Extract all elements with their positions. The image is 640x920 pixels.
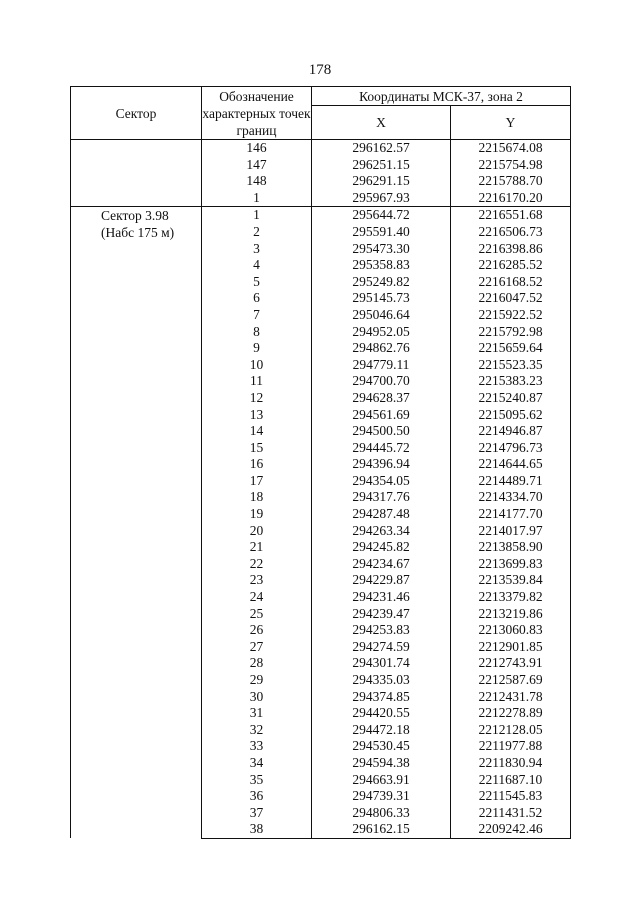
x-cell: 295967.93 [312,190,451,207]
point-cell: 34 [202,755,312,772]
point-cell: 28 [202,655,312,672]
y-cell: 2214946.87 [451,423,571,440]
x-cell: 294739.31 [312,788,451,805]
table-header [71,87,571,140]
y-cell: 2213858.90 [451,539,571,556]
header-y: Y [451,106,571,140]
x-cell: 294253.83 [312,622,451,639]
point-cell: 31 [202,705,312,722]
y-cell: 2211830.94 [451,755,571,772]
x-cell: 294628.37 [312,390,451,407]
point-cell: 25 [202,606,312,623]
x-cell: 294663.91 [312,772,451,789]
point-cell: 32 [202,722,312,739]
y-cell: 2216285.52 [451,257,571,274]
y-cell: 2212431.78 [451,689,571,706]
x-cell: 294862.76 [312,340,451,357]
sector-cell [71,207,202,839]
point-cell: 24 [202,589,312,606]
coordinates-table [70,86,571,839]
point-cell: 11 [202,373,312,390]
point-cell: 1 [202,190,312,207]
x-cell: 296251.15 [312,157,451,174]
x-cell: 294263.34 [312,523,451,540]
sector-cell [71,140,202,207]
table-row [71,140,571,157]
y-cell: 2213219.86 [451,606,571,623]
x-cell: 294420.55 [312,705,451,722]
point-cell: 13 [202,407,312,424]
header-sector: Сектор [71,87,202,140]
x-cell: 295473.30 [312,241,451,258]
point-cell: 146 [202,140,312,157]
y-cell: 2214017.97 [451,523,571,540]
x-cell: 294561.69 [312,407,451,424]
x-cell: 295591.40 [312,224,451,241]
point-cell: 19 [202,506,312,523]
point-cell: 35 [202,772,312,789]
x-cell: 294274.59 [312,639,451,656]
y-cell: 2212901.85 [451,639,571,656]
point-cell: 27 [202,639,312,656]
point-cell: 18 [202,489,312,506]
point-cell: 20 [202,523,312,540]
point-cell: 16 [202,456,312,473]
sector-label: Сектор 3.98 [101,208,169,224]
x-cell: 294234.67 [312,556,451,573]
y-cell: 2215383.23 [451,373,571,390]
point-cell: 2 [202,224,312,241]
header-point: Обозначение характерных точек границ [202,88,311,138]
x-cell: 294354.05 [312,473,451,490]
y-cell: 2216047.52 [451,290,571,307]
x-cell: 294806.33 [312,805,451,822]
point-cell: 3 [202,241,312,258]
y-cell: 2215788.70 [451,173,571,190]
y-cell: 2216170.20 [451,190,571,207]
x-cell: 294245.82 [312,539,451,556]
x-cell: 295644.72 [312,207,451,224]
y-cell: 2213379.82 [451,589,571,606]
y-cell: 2215674.08 [451,140,571,157]
table-body [71,140,571,839]
point-cell: 37 [202,805,312,822]
y-cell: 2212587.69 [451,672,571,689]
x-cell: 295249.82 [312,274,451,291]
point-cell: 4 [202,257,312,274]
page-number: 178 [308,62,332,78]
x-cell: 294594.38 [312,755,451,772]
y-cell: 2211431.52 [451,805,571,822]
point-cell: 12 [202,390,312,407]
point-cell: 26 [202,622,312,639]
point-cell: 1 [202,207,312,224]
y-cell: 2216551.68 [451,207,571,224]
point-cell: 38 [202,821,312,838]
x-cell: 294231.46 [312,589,451,606]
x-cell: 294335.03 [312,672,451,689]
header-coordinates: Координаты МСК-37, зона 2 [312,87,571,106]
y-cell: 2215754.98 [451,157,571,174]
point-cell: 15 [202,440,312,457]
x-cell: 294530.45 [312,738,451,755]
point-cell: 5 [202,274,312,291]
y-cell: 2215659.64 [451,340,571,357]
x-cell: 294229.87 [312,572,451,589]
point-cell: 23 [202,572,312,589]
y-cell: 2213699.83 [451,556,571,573]
y-cell: 2216506.73 [451,224,571,241]
x-cell: 294374.85 [312,689,451,706]
y-cell: 2214644.65 [451,456,571,473]
y-cell: 2213539.84 [451,572,571,589]
y-cell: 2215240.87 [451,390,571,407]
x-cell: 294700.70 [312,373,451,390]
y-cell: 2211977.88 [451,738,571,755]
x-cell: 294301.74 [312,655,451,672]
y-cell: 2211687.10 [451,772,571,789]
x-cell: 294239.47 [312,606,451,623]
sector-label: (Набс 175 м) [101,225,175,241]
x-cell: 294287.48 [312,506,451,523]
y-cell: 2215095.62 [451,407,571,424]
y-cell: 2209242.46 [451,821,571,838]
point-cell: 6 [202,290,312,307]
x-cell: 296162.57 [312,140,451,157]
x-cell: 294317.76 [312,489,451,506]
point-cell: 33 [202,738,312,755]
point-cell: 30 [202,689,312,706]
y-cell: 2213060.83 [451,622,571,639]
y-cell: 2212278.89 [451,705,571,722]
x-cell: 295046.64 [312,307,451,324]
header-x: X [312,106,451,140]
y-cell: 2212128.05 [451,722,571,739]
point-cell: 29 [202,672,312,689]
x-cell: 296162.15 [312,821,451,838]
x-cell: 294472.18 [312,722,451,739]
point-cell: 7 [202,307,312,324]
y-cell: 2214796.73 [451,440,571,457]
y-cell: 2215792.98 [451,324,571,341]
point-cell: 17 [202,473,312,490]
y-cell: 2214489.71 [451,473,571,490]
point-cell: 10 [202,357,312,374]
x-cell: 296291.15 [312,173,451,190]
y-cell: 2214334.70 [451,489,571,506]
y-cell: 2215523.35 [451,357,571,374]
y-cell: 2216168.52 [451,274,571,291]
point-cell: 21 [202,539,312,556]
x-cell: 294779.11 [312,357,451,374]
x-cell: 294500.50 [312,423,451,440]
y-cell: 2211545.83 [451,788,571,805]
point-cell: 36 [202,788,312,805]
x-cell: 294396.94 [312,456,451,473]
point-cell: 148 [202,173,312,190]
x-cell: 294952.05 [312,324,451,341]
point-cell: 9 [202,340,312,357]
point-cell: 14 [202,423,312,440]
y-cell: 2212743.91 [451,655,571,672]
x-cell: 294445.72 [312,440,451,457]
point-cell: 8 [202,324,312,341]
y-cell: 2215922.52 [451,307,571,324]
point-cell: 22 [202,556,312,573]
table-row [71,207,571,224]
point-cell: 147 [202,157,312,174]
y-cell: 2214177.70 [451,506,571,523]
y-cell: 2216398.86 [451,241,571,258]
x-cell: 295145.73 [312,290,451,307]
x-cell: 295358.83 [312,257,451,274]
